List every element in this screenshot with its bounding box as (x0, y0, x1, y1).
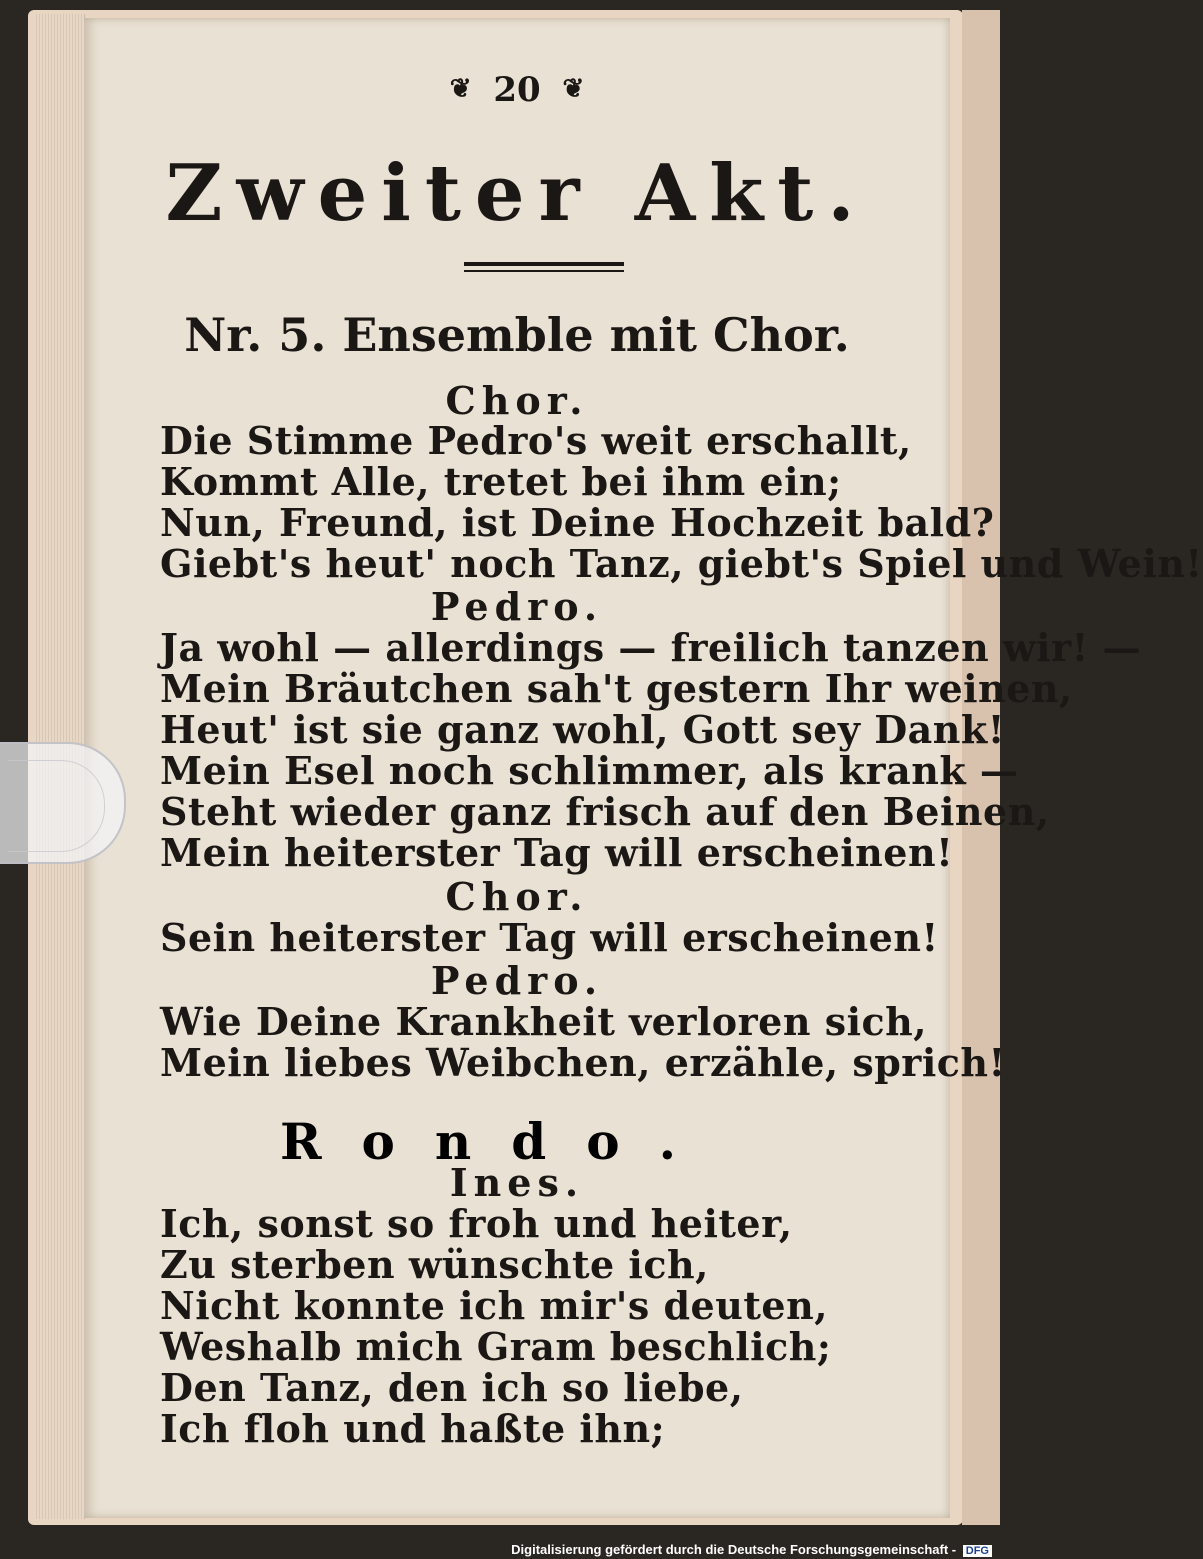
verse-line: Ich floh und haßte ihn; (160, 1406, 666, 1451)
credit-text: Digitalisierung gefördert durch die Deutsche Forschungsgemeinschaft - (511, 1542, 957, 1557)
verse-line: Weshalb mich Gram beschlich; (160, 1324, 832, 1369)
ornament-right-icon: ❦ (562, 74, 585, 104)
verse-line: Mein Bräutchen sah't gestern Ihr weinen, (160, 666, 1073, 711)
speaker-label: Chor. (445, 874, 589, 919)
number-heading: Nr. 5. Ensemble mit Chor. (184, 308, 850, 362)
dfg-logo-icon: DFG (963, 1545, 992, 1557)
verse-line: Mein heiterster Tag will erscheinen! (160, 830, 954, 875)
verse-line: Ja wohl — allerdings — freilich tanzen wir! — (160, 625, 1141, 670)
verse-line: Wie Deine Krankheit verloren sich, (160, 999, 928, 1044)
speaker-label: Pedro. (430, 584, 604, 629)
verse-line: Nicht konnte ich mir's deuten, (160, 1283, 828, 1328)
verse-line: Zu sterben wünschte ich, (160, 1242, 709, 1287)
speaker-label: Chor. (445, 378, 589, 423)
verse-line: Steht wieder ganz frisch auf den Beinen, (160, 789, 1050, 834)
verse-line: Mein Esel noch schlimmer, als krank — (160, 748, 1019, 793)
page-clip (0, 742, 126, 864)
page-number: 20 (493, 70, 541, 110)
ornament-left-icon: ❦ (449, 74, 472, 104)
verse-line: Giebt's heut' noch Tanz, giebt's Spiel und Wein! (160, 541, 1203, 586)
verse-line: Die Stimme Pedro's weit erschallt, (160, 418, 912, 463)
rondo-heading: Rondo. (280, 1112, 717, 1171)
page-number-header (84, 70, 950, 110)
speaker-label: Pedro. (430, 958, 604, 1003)
verse-line: Ich, sonst so froh und heiter, (160, 1201, 793, 1246)
verse-line: Kommt Alle, tretet bei ihm ein; (160, 459, 842, 504)
verse-line: Nun, Freund, ist Deine Hochzeit bald? (160, 500, 995, 545)
act-title: Zweiter Akt. (165, 148, 869, 239)
verse-line: Heut' ist sie ganz wohl, Gott sey Dank! (160, 707, 1005, 752)
verse-line: Sein heiterster Tag will erscheinen! (160, 915, 939, 960)
double-rule-divider (464, 262, 624, 272)
digitization-credit (511, 1542, 992, 1557)
speaker-label: Ines. (449, 1160, 585, 1205)
verse-line: Den Tanz, den ich so liebe, (160, 1365, 744, 1410)
verse-line: Mein liebes Weibchen, erzähle, sprich! (160, 1040, 1006, 1085)
